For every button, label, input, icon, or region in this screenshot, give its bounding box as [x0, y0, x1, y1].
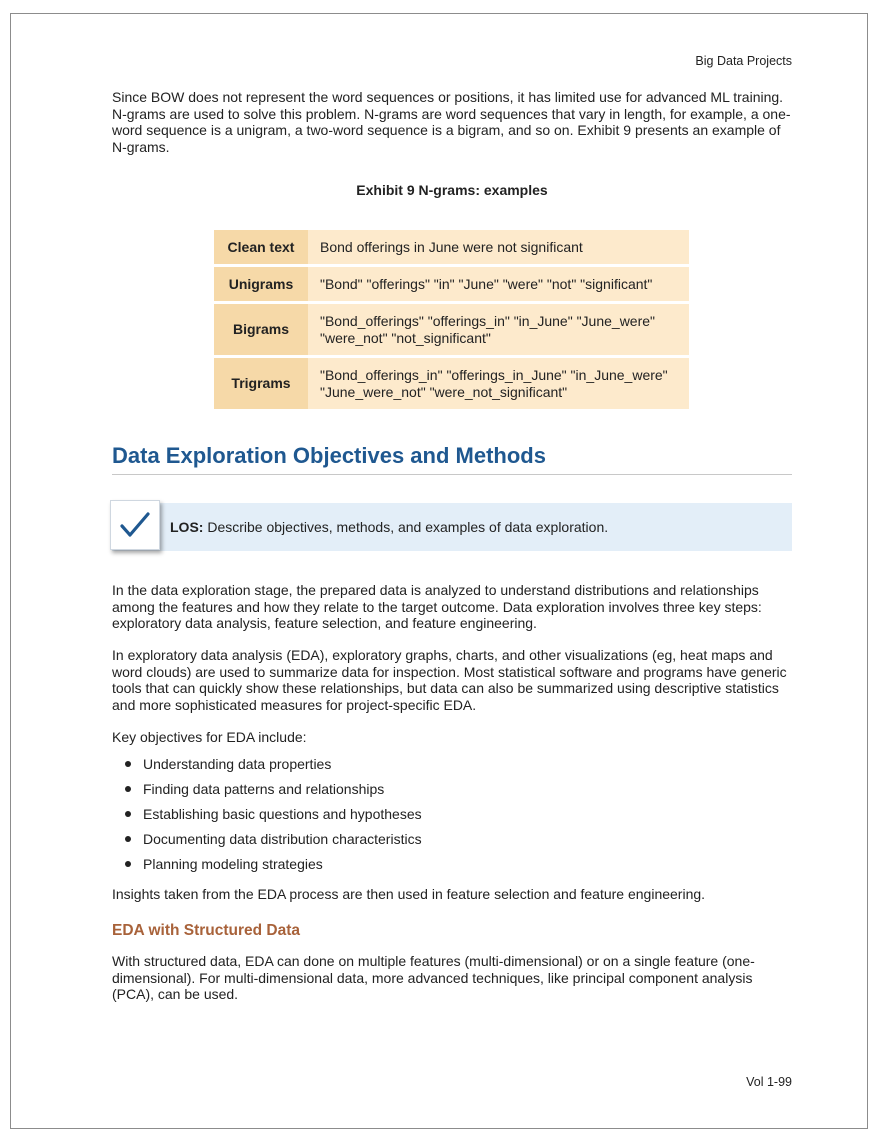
list-item [112, 781, 422, 806]
list-item-text: Finding data patterns and relationships [143, 781, 385, 797]
bullet-icon [125, 786, 131, 792]
row-label: Bigrams [214, 304, 308, 355]
paragraph: In the data exploration stage, the prepared data is analyzed to understand distributions and relationships among the features and how they relate to the target outcome. Data exploration involves three key steps: exploratory data analysis, feature selection, and feature engineering. [112, 582, 762, 632]
row-label: Unigrams [214, 267, 308, 301]
paragraph: Insights taken from the EDA process are then used in feature selection and feature engineering. [112, 886, 706, 902]
page-number: Vol 1-99 [746, 1075, 792, 1089]
paragraph: Key objectives for EDA include: [112, 729, 307, 745]
table-row [214, 230, 689, 264]
list-item [112, 831, 422, 856]
table-row [214, 304, 689, 355]
list-item [112, 856, 422, 881]
list-item [112, 756, 422, 781]
list-item [112, 806, 422, 831]
intro-paragraph: Since BOW does not represent the word sequences or positions, it has limited use for advanced ML training. N-grams are used to solve this problem. N-grams are word sequences that vary in length, for example, a one-word sequence is a unigram, a two-word sequence is a bigram, and so on. Exhibit 9 presents an example of N-grams. [112, 89, 791, 155]
bullet-icon [125, 761, 131, 767]
ngram-table [214, 227, 689, 412]
row-label: Trigrams [214, 358, 308, 409]
subsection-heading: EDA with Structured Data [112, 922, 301, 939]
row-value: Bond offerings in June were not significant [308, 230, 689, 264]
los-statement [170, 519, 608, 535]
table-row [214, 358, 689, 409]
objectives-list [112, 756, 422, 881]
row-value: "Bond_offerings_in" "offerings_in_June" "in_June_were" "June_were_not" "were_not_significant" [308, 358, 689, 409]
row-label: Clean text [214, 230, 308, 264]
bullet-icon [125, 811, 131, 817]
list-item-text: Planning modeling strategies [143, 856, 323, 872]
table-row [214, 267, 689, 301]
bullet-icon [125, 861, 131, 867]
los-label: LOS: [170, 519, 204, 535]
list-item-text: Documenting data distribution characteristics [143, 831, 422, 847]
running-header: Big Data Projects [695, 54, 792, 68]
row-value: "Bond_offerings" "offerings_in" "in_June" "June_were" "were_not" "not_significant" [308, 304, 689, 355]
bullet-icon [125, 836, 131, 842]
row-value: "Bond" "offerings" "in" "June" "were" "not" "significant" [308, 267, 689, 301]
list-item-text: Understanding data properties [143, 756, 332, 772]
section-heading: Data Exploration Objectives and Methods [112, 443, 792, 475]
paragraph: In exploratory data analysis (EDA), exploratory graphs, charts, and other visualizations (eg, heat maps and word clouds) are used to summarize data for inspection. Most statistical software and programs have generic tools that can quickly show these relationships, but data can also be summarized using descriptive statistics and more sophisticated measures for project-specific EDA. [112, 647, 787, 713]
list-item-text: Establishing basic questions and hypotheses [143, 806, 422, 822]
checkmark-icon [110, 500, 160, 550]
paragraph: With structured data, EDA can done on multiple features (multi-dimensional) or on a single feature (one-dimensional). For multi-dimensional data, more advanced techniques, like principal component analysis (PCA), can be used. [112, 953, 755, 1003]
los-text: Describe objectives, methods, and examples of data exploration. [207, 519, 609, 535]
exhibit-title: Exhibit 9 N-grams: examples [356, 182, 548, 198]
